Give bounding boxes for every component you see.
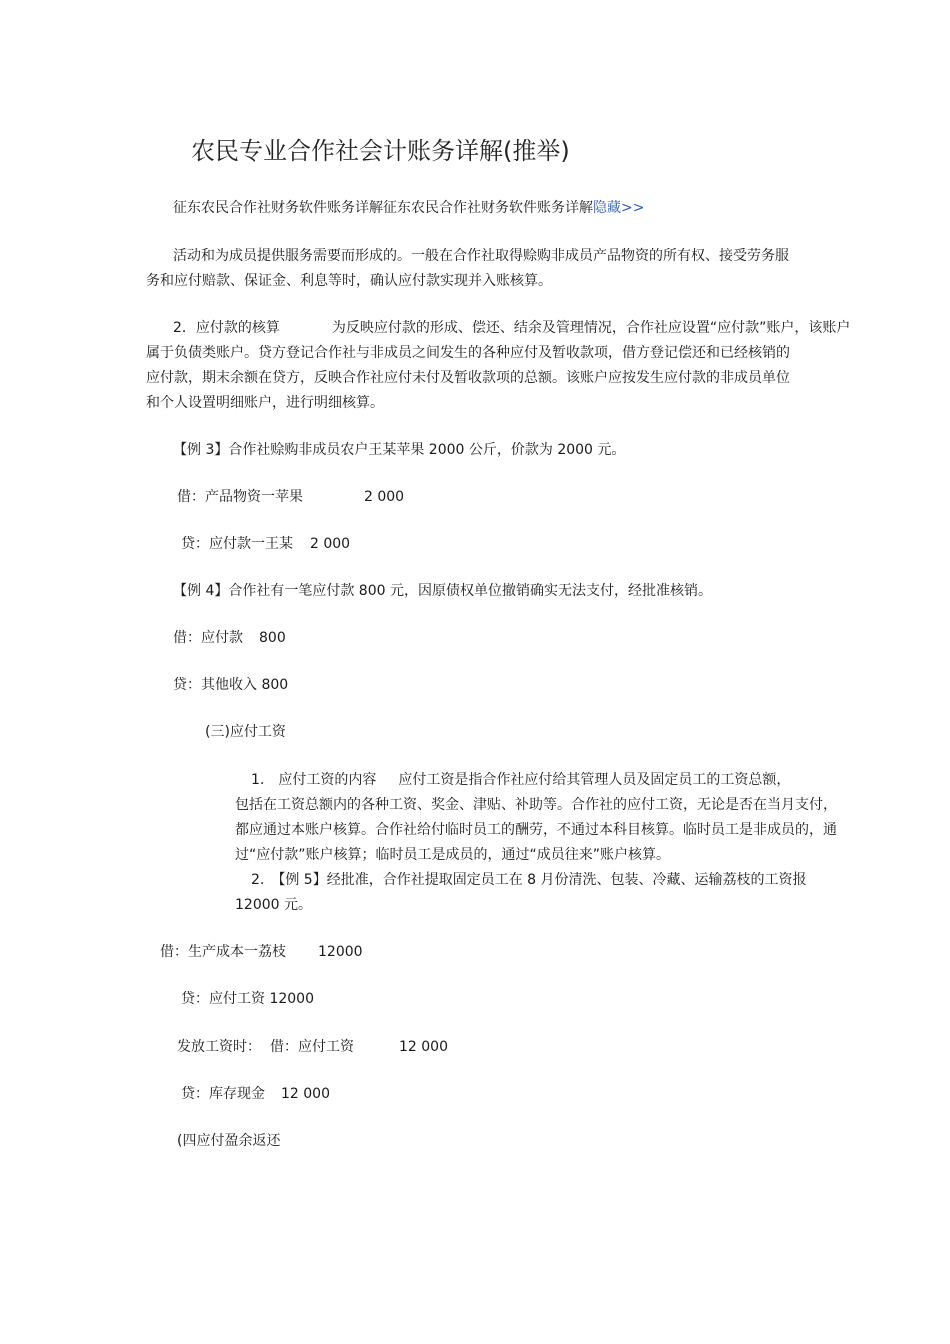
ex5-debit-amount: 12000 xyxy=(318,944,363,960)
pay-debit-label: 借：应付工资 xyxy=(270,1039,354,1055)
ex4-debit-label: 借：应付款 xyxy=(173,630,243,646)
ex4-credit: 贷：其他收入 800 xyxy=(173,677,289,693)
para2-line-4: 和个人设置明细账户，进行明细核算。 xyxy=(146,395,384,411)
pay-label: 发放工资时： xyxy=(177,1039,261,1055)
section3-item1-line-3: 都应通过本账户核算。合作社给付临时员工的酬劳，不通过本科目核算。临时员工是非成员的，通 xyxy=(235,822,837,838)
para2-line-1 xyxy=(173,316,850,341)
para1-line-1: 活动和为成员提供服务需要而形成的。一般在合作社取得赊购非成员产品物资的所有权、接受劳务服 xyxy=(173,248,789,264)
para2-line-2: 属于负债类账户。贷方登记合作社与非成员之间发生的各种应付及暂收款项，借方登记偿还和已经核销的 xyxy=(146,345,790,361)
section3-item2-line-1: 2. 【例 5】经批准，合作社提取固定员工在 8 月份清洗、包装、冷藏、运输荔枝的工资报 xyxy=(251,872,807,888)
pay-credit-amount: 12 000 xyxy=(281,1086,330,1102)
ex3-debit-label: 借：产品物资一苹果 xyxy=(177,489,303,505)
intro-line xyxy=(173,196,644,221)
para1-line-2: 务和应付赔款、保证金、利息等时，确认应付款实现并入账核算。 xyxy=(146,273,552,289)
ex5-credit: 贷：应付工资 12000 xyxy=(181,991,314,1007)
pay-debit-amount: 12 000 xyxy=(399,1039,448,1055)
ex3-debit-amount: 2 000 xyxy=(364,489,405,505)
ex3-credit-amount: 2 000 xyxy=(310,536,351,552)
section3-heading: (三)应付工资 xyxy=(205,724,286,740)
section3-item2-line-2: 12000 元。 xyxy=(235,897,312,913)
intro-text: 征东农民合作社财务软件账务详解征东农民合作社财务软件账务详解 xyxy=(173,200,593,216)
pay-credit-label: 贷：库存现金 xyxy=(181,1086,265,1102)
page-title: 农民专业合作社会计账务详解(推举) xyxy=(191,137,570,165)
example-3: 【例 3】合作社赊购非成员农户王某苹果 2000 公斤，价款为 2000 元。 xyxy=(173,442,626,458)
section3-item1-line-4: 过“应付款”账户核算；临时员工是成员的，通过“成员往来”账户核算。 xyxy=(235,847,671,863)
ex4-debit-amount: 800 xyxy=(259,630,286,646)
section3-item1-line-1 xyxy=(251,768,790,793)
para2-heading: 2．应付款的核算 xyxy=(173,320,280,336)
para2-first: 为反映应付款的形成、偿还、结余及管理情况，合作社应设置“应付款”账户，该账户 xyxy=(331,320,851,336)
ex5-debit-label: 借：生产成本一荔枝 xyxy=(160,944,286,960)
ex3-credit-label: 贷：应付款一王某 xyxy=(181,536,293,552)
item1-head: 1. 应付工资的内容 xyxy=(251,772,377,788)
example-4: 【例 4】合作社有一笔应付款 800 元，因原债权单位撤销确实无法支付，经批准核销。 xyxy=(173,583,712,599)
section4-heading: (四应付盈余返还 xyxy=(177,1133,281,1149)
section3-item1-line-2: 包括在工资总额内的各种工资、奖金、津贴、补助等。合作社的应付工资，无论是否在当月支付， xyxy=(235,797,837,813)
hide-link[interactable]: 隐藏>> xyxy=(593,200,645,216)
para2-line-3: 应付款，期末余额在贷方，反映合作社应付未付及暂收款项的总额。该账户应按发生应付款的非成员单位 xyxy=(146,370,790,386)
item1-first: 应付工资是指合作社应付给其管理人员及固定员工的工资总额， xyxy=(398,772,791,788)
